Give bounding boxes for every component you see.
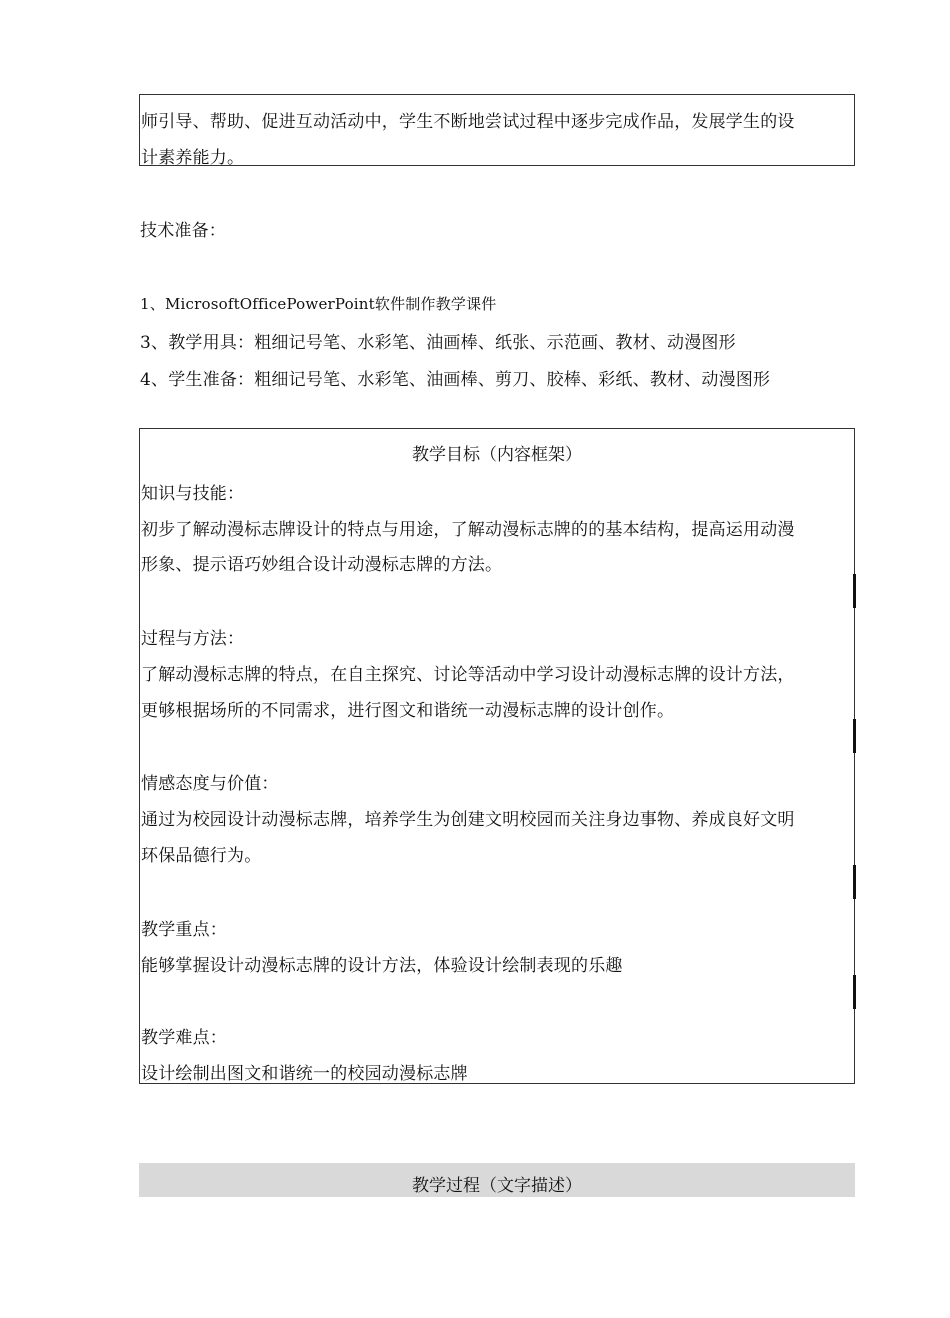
knowledge-line-2: 形象、提示语巧妙组合设计动漫标志牌的方法。 xyxy=(141,555,503,575)
process-method-heading: 过程与方法： xyxy=(141,629,245,649)
difficulty-line: 设计绘制出图文和谐统一的校园动漫标志牌 xyxy=(141,1064,468,1084)
cell-border-mark xyxy=(853,865,856,899)
key-point-line: 能够掌握设计动漫标志牌的设计方法，体验设计绘制表现的乐趣 xyxy=(141,956,623,976)
intro-line-1: 师引导、帮助、促进互动活动中，学生不断地尝试过程中逐步完成作品，发展学生的设 xyxy=(141,112,795,132)
intro-line-2: 计素养能力。 xyxy=(141,148,245,168)
cell-border-mark xyxy=(853,975,856,1009)
tech-prep-heading: 技术准备： xyxy=(140,221,226,241)
emotion-line-1: 通过为校园设计动漫标志牌，培养学生为创建文明校园而关注身边事物、养成良好文明 xyxy=(141,810,795,830)
knowledge-line-1: 初步了解动漫标志牌设计的特点与用途，了解动漫标志牌的的基本结构，提高运用动漫 xyxy=(141,520,795,540)
teaching-process-header xyxy=(139,1163,855,1197)
process-method-line-2: 更够根据场所的不同需求，进行图文和谐统一动漫标志牌的设计创作。 xyxy=(141,701,675,721)
process-method-line-1: 了解动漫标志牌的特点，在自主探究、讨论等活动中学习设计动漫标志牌的设计方法， xyxy=(141,665,795,685)
tech-prep-item-4: 4、学生准备：粗细记号笔、水彩笔、油画棒、剪刀、胶棒、彩纸、教材、动漫图形 xyxy=(140,370,771,390)
cell-border-mark xyxy=(853,574,856,608)
emotion-line-2: 环保品德行为。 xyxy=(141,846,262,866)
tech-prep-item-3: 3、教学用具：粗细记号笔、水彩笔、油画棒、纸张、示范画、教材、动漫图形 xyxy=(140,333,736,353)
difficulty-heading: 教学难点： xyxy=(141,1028,227,1048)
teaching-process-title: 教学过程（文字描述） xyxy=(412,1176,582,1196)
knowledge-heading: 知识与技能： xyxy=(141,484,245,504)
cell-border-mark xyxy=(853,719,856,753)
key-point-heading: 教学重点： xyxy=(141,920,227,940)
teaching-goals-title: 教学目标（内容框架） xyxy=(412,445,582,465)
teaching-goals-box xyxy=(139,428,855,1084)
tech-prep-item-1: 1、MicrosoftOfficePowerPoint软件制作教学课件 xyxy=(140,295,497,313)
intro-text-box xyxy=(139,94,855,166)
emotion-heading: 情感态度与价值： xyxy=(141,774,279,794)
